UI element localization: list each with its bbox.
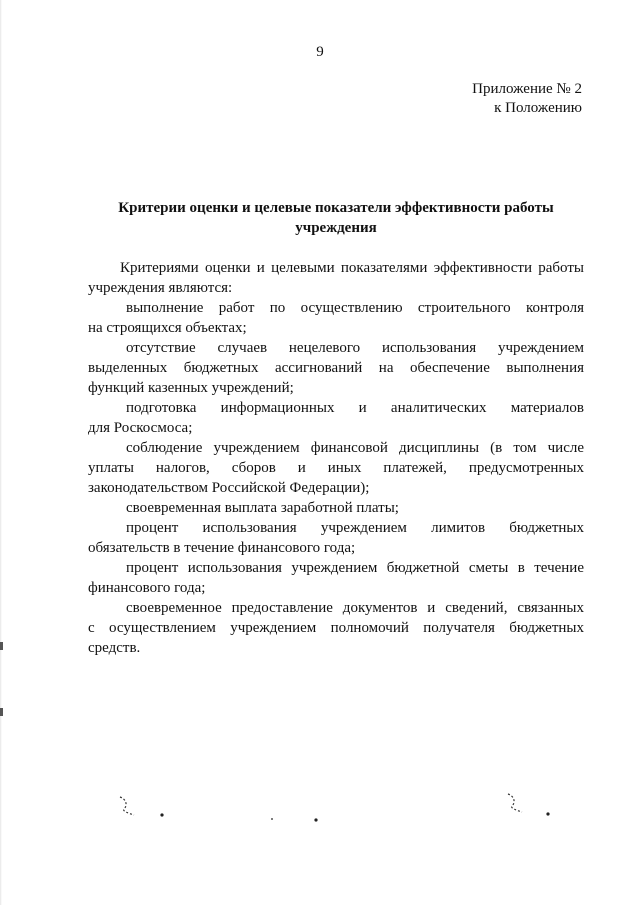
criteria-list [88,298,584,658]
criterion-paragraph [88,598,584,658]
text-line: подготовка информационных и аналитических материалов [126,400,584,416]
text-line: функций казенных учреждений; [88,380,294,396]
criterion-paragraph [88,298,584,338]
criterion-paragraph [88,498,584,518]
appendix-line: к Положению [494,100,582,116]
text-line: своевременное предоставление документов и сведений, связанных [126,600,584,616]
criterion-paragraph [88,438,584,498]
criterion-paragraph [88,518,584,558]
page-number: 9 [316,44,324,60]
intro-paragraph [88,258,584,298]
scan-edge [0,0,2,905]
pen-mark [114,793,174,823]
criterion-paragraph [88,558,584,598]
text-line: законодательством Российской Федерации); [88,480,370,496]
scan-artifact [0,642,3,650]
text-line: средств. [88,640,141,656]
text-line: процент использования учреждением лимитов бюджетных [126,520,584,536]
text-line: выделенных бюджетных ассигнований на обеспечение выполнения [88,360,584,376]
pen-mark [268,812,328,826]
text-line: своевременная выплата заработной платы; [126,500,399,516]
text-line: с осуществлением учреждением полномочий получателя бюджетных [88,620,584,636]
scan-artifact [0,708,3,716]
text-line: соблюдение учреждением финансовой дисциплины (в том числе [126,440,584,456]
appendix-line: Приложение № 2 [472,81,582,97]
text-line: финансового года; [88,580,206,596]
document-body [88,258,584,658]
document-title [88,198,584,238]
text-line: Критериями оценки и целевыми показателями эффективности работы [120,260,584,276]
text-line: для Роскосмоса; [88,420,193,436]
criterion-paragraph [88,398,584,438]
title-line: учреждения [295,220,377,236]
text-line: обязательств в течение финансового года; [88,540,356,556]
text-line: на строящихся объектах; [88,320,247,336]
pen-mark [500,790,560,820]
text-line: процент использования учреждением бюджетной сметы в течение [126,560,584,576]
title-line: Критерии оценки и целевые показатели эффективности работы [118,200,554,216]
criterion-paragraph [88,338,584,398]
text-line: выполнение работ по осуществлению строительного контроля [126,300,584,316]
text-line: уплаты налогов, сборов и иных платежей, предусмотренных [88,460,584,476]
text-line: отсутствие случаев нецелевого использования учреждением [126,340,584,356]
text-line: учреждения являются: [88,280,233,296]
appendix-reference [472,80,582,118]
